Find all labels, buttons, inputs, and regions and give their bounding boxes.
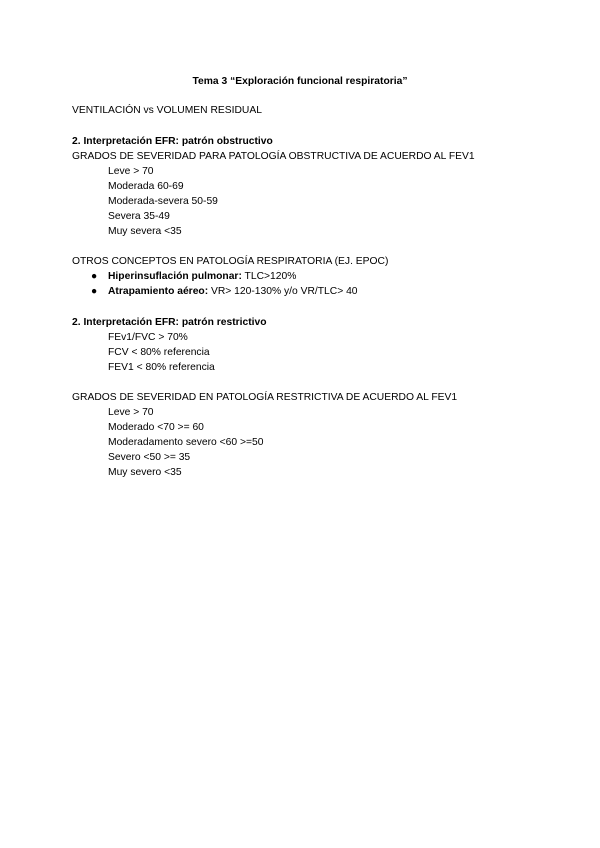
bullet-term: Atrapamiento aéreo: (108, 286, 209, 297)
other-concepts-heading: OTROS CONCEPTOS EN PATOLOGÍA RESPIRATORIA (EJ. EPOC) (72, 256, 389, 267)
obstructive-heading: 2. Interpretación EFR: patrón obstructivo (72, 136, 273, 147)
ventilacion-line: VENTILACIÓN vs VOLUMEN RESIDUAL (72, 105, 262, 116)
bullet-item (91, 284, 358, 299)
obstructive-grade: Moderada-severa 50-59 (108, 196, 218, 207)
restrictive-grade: Severo <50 >= 35 (108, 452, 191, 463)
bullet-icon: ● (91, 271, 98, 282)
bullet-term: Hiperinsuflación pulmonar: (108, 271, 242, 282)
restrictive-severity-heading: GRADOS DE SEVERIDAD EN PATOLOGÍA RESTRICTIVA DE ACUERDO AL FEV1 (72, 392, 458, 403)
restrictive-criterion: FCV < 80% referencia (108, 347, 210, 358)
restrictive-grade: Moderadamento severo <60 >=50 (108, 437, 264, 448)
bullet-icon: ● (91, 286, 98, 297)
restrictive-criterion: FEV1 < 80% referencia (108, 362, 215, 373)
document-title: Tema 3 “Exploración funcional respiratoria” (192, 76, 408, 87)
obstructive-grade: Leve > 70 (108, 166, 154, 177)
obstructive-grade: Severa 35-49 (108, 211, 170, 222)
obstructive-subheading: GRADOS DE SEVERIDAD PARA PATOLOGÍA OBSTRUCTIVA DE ACUERDO AL FEV1 (72, 151, 475, 162)
obstructive-grade: Moderada 60-69 (108, 181, 184, 192)
bullet-value: TLC>120% (241, 271, 297, 282)
bullet-value: VR> 120-130% y/o VR/TLC> 40 (208, 286, 358, 297)
bullet-item (91, 269, 296, 284)
restrictive-grade: Moderado <70 >= 60 (108, 422, 204, 433)
restrictive-grade: Muy severo <35 (108, 467, 182, 478)
restrictive-heading: 2. Interpretación EFR: patrón restrictivo (72, 317, 267, 328)
restrictive-grade: Leve > 70 (108, 407, 154, 418)
obstructive-grade: Muy severa <35 (108, 226, 182, 237)
restrictive-criterion: FEv1/FVC > 70% (108, 332, 188, 343)
